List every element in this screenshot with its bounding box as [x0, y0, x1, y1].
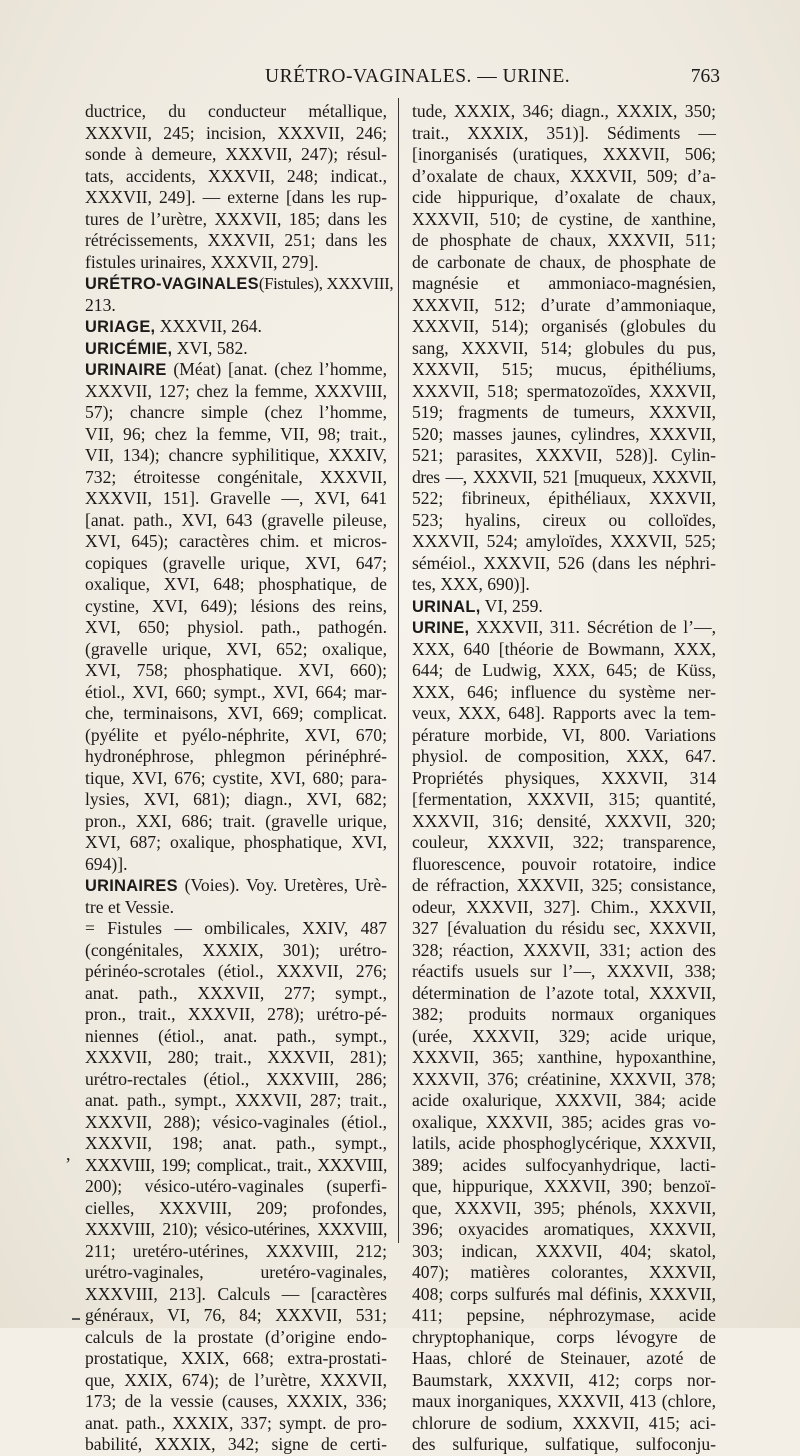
- entry-text: 396; oxyacides aromatiques, XXXVII,: [412, 1219, 716, 1239]
- index-line: [412, 1262, 716, 1284]
- index-line: [412, 424, 716, 446]
- entry-text: des sulfurique, sulfatique, sulfoconju-: [412, 1434, 716, 1454]
- entry-text: XVI, 687; oxalique, phosphatique, XVI,: [85, 832, 387, 852]
- entry-text: tre et Vessie.: [85, 896, 175, 917]
- entry-text: XXXVII, 316; densité, XXXVII, 320;: [412, 810, 716, 831]
- index-line: [85, 209, 387, 231]
- entry-text: XXX, 646; influence du système ner-: [412, 681, 716, 702]
- index-line: [412, 1133, 716, 1155]
- entry-text: VII, 134); chancre syphilitique, XXXIV,: [85, 445, 387, 465]
- index-line: [85, 961, 387, 983]
- index-line: [85, 531, 387, 553]
- entry-text: XXXVII, 245; incision, XXXVII, 246;: [85, 122, 387, 143]
- entry-text: (congénitales, XXXIX, 301); urétro-: [85, 939, 387, 960]
- entry-text: urétro-rectales (étiol., XXXVIII, 286;: [85, 1068, 387, 1089]
- index-line: [85, 510, 387, 532]
- index-line: [85, 897, 387, 919]
- index-line: [85, 746, 387, 768]
- index-line: [85, 983, 387, 1005]
- index-line: [85, 1112, 387, 1134]
- index-line: [85, 1413, 387, 1435]
- entry-text: 211; uretéro-utérines, XXXVIII, 212;: [85, 1240, 387, 1261]
- entry-text: cystine, XVI, 649); lésions des reins,: [85, 595, 387, 616]
- index-line: [412, 1219, 716, 1241]
- entry-text: 408; corps sulfurés mal définis, XXXVII,: [412, 1283, 716, 1304]
- index-line: [412, 252, 716, 274]
- index-line: [85, 639, 387, 661]
- index-line: [85, 295, 387, 317]
- entry-text: XVI, 645); caractères chim. et micros-: [85, 531, 387, 551]
- index-line: [412, 617, 716, 639]
- index-line: [412, 338, 716, 360]
- entry-text: 213.: [85, 294, 116, 315]
- index-line: [412, 639, 716, 661]
- index-line: [412, 166, 716, 188]
- index-line: [412, 1176, 716, 1198]
- entry-text: oxalique, XVI, 648; phosphatique, de: [85, 574, 387, 594]
- entry-text: XXXVII, 151]. Gravelle —, XVI, 641: [85, 488, 387, 508]
- entry-text: (pyélite et pyélo-néphrite, XVI, 670;: [85, 724, 387, 745]
- entry-text: XXXVII, 249]. — externe [dans les rup-: [85, 187, 387, 207]
- entry-text: détermination de l’azote total, XXXVII,: [412, 982, 716, 1003]
- entry-text: [inorganisés (uratiques, XXXVII, 506;: [412, 144, 716, 164]
- entry-text: séméiol., XXXVII, 526 (dans les néphri-: [412, 552, 716, 573]
- index-line: [85, 424, 387, 446]
- entry-text: 173; de la vessie (causes, XXXIX, 336;: [85, 1391, 387, 1411]
- index-line: [85, 402, 387, 424]
- entry-headword: URINAIRE: [85, 361, 167, 379]
- index-line: [412, 381, 716, 403]
- right-column: [412, 101, 716, 1456]
- index-line: [412, 1004, 716, 1026]
- entry-text: Propriétés physiques, XXXVII, 314: [412, 767, 716, 788]
- entry-text: chlorure de sodium, XXXVII, 415; aci-: [412, 1412, 716, 1433]
- entry-text: sang, XXXVII, 514; globules du pus,: [412, 337, 716, 358]
- index-line: [412, 1284, 716, 1306]
- index-line: [412, 1198, 716, 1220]
- entry-text: XXXVII, 280; trait., XXXVII, 281);: [85, 1047, 387, 1067]
- entry-text: urétro-vaginales, uretéro-vaginales,: [85, 1262, 387, 1282]
- entry-text: (gravelle urique, XVI, 652; oxalique,: [85, 638, 387, 659]
- index-line: [412, 746, 716, 768]
- entry-text: pron., trait., XXXVII, 278); urétro-pé-: [85, 1004, 387, 1024]
- entry-text: XXXVII, 518; spermatozoïdes, XXXVII,: [412, 380, 716, 401]
- page-number: 763: [690, 66, 720, 87]
- entry-text: couleur, XXXVII, 322; transparence,: [412, 832, 716, 852]
- entry-text: XXXVII, 376; créatinine, XXXVII, 378;: [412, 1068, 716, 1089]
- index-line: [412, 725, 716, 747]
- entry-text: que, XXIX, 674); de l’urètre, XXXVII,: [85, 1369, 387, 1390]
- entry-text: magnésie et ammoniaco-magnésien,: [412, 273, 716, 293]
- index-line: [412, 402, 716, 424]
- index-line: [412, 1112, 716, 1134]
- left-column: [85, 101, 394, 1456]
- index-line: [412, 488, 716, 510]
- entry-text: étiol., XVI, 660; sympt., XVI, 664; mar-: [85, 681, 387, 702]
- entry-text: oxalique, XXXVII, 385; acides gras vo-: [412, 1111, 716, 1132]
- index-line: [85, 1434, 387, 1456]
- index-line: [412, 467, 716, 489]
- index-line: [412, 596, 716, 618]
- entry-text: veux, XXX, 648]. Rapports avec la tem-: [412, 703, 716, 723]
- index-line: [412, 1155, 716, 1177]
- entry-text: XXX, 640 [théorie de Bowmann, XXX,: [412, 638, 716, 659]
- entry-text: 694)].: [85, 853, 128, 874]
- index-line: [85, 725, 387, 747]
- entry-text: de réfraction, XXXVII, 325; consistance,: [412, 875, 716, 895]
- entry-text: ductrice, du conducteur métallique,: [85, 101, 387, 121]
- index-line: [85, 101, 387, 123]
- index-line: [412, 854, 716, 876]
- index-line: [85, 1004, 387, 1026]
- index-line: [85, 617, 387, 639]
- index-line: [85, 811, 387, 833]
- entry-text: que, hippurique, XXXVII, 390; benzoï-: [412, 1176, 716, 1196]
- margin-mark: ,: [66, 1144, 71, 1164]
- page-header: [80, 62, 730, 96]
- index-line: [85, 596, 387, 618]
- entry-text: [anat. path., XVI, 643 (gravelle pileuse,: [85, 509, 387, 530]
- index-line: [85, 553, 387, 575]
- entry-text: tures de l’urètre, XXXVII, 185; dans les: [85, 208, 387, 229]
- index-line: [412, 961, 716, 983]
- index-line: [412, 445, 716, 467]
- index-line: [412, 1434, 716, 1456]
- index-line: [85, 252, 387, 274]
- entry-text: XXXVII, 198; anat. path., sympt.,: [85, 1133, 387, 1153]
- index-line: [412, 918, 716, 940]
- index-line: [85, 574, 387, 596]
- index-line: [85, 875, 387, 897]
- index-line: [412, 1327, 716, 1349]
- index-line: [85, 1370, 387, 1392]
- entry-text: calculs de la prostate (d’origine endo-: [85, 1326, 387, 1347]
- entry-text: 327 [évaluation du résidu sec, XXXVII,: [412, 918, 716, 938]
- entry-text: XXXVII, 311. Sécrétion de l’—,: [469, 617, 716, 637]
- entry-text: [fermentation, XXXVII, 315; quantité,: [412, 789, 716, 809]
- entry-text: = Fistules — ombilicales, XXIV, 487: [85, 918, 387, 938]
- index-line: [412, 1241, 716, 1263]
- index-line: [412, 1305, 716, 1327]
- index-line: [85, 445, 387, 467]
- column-divider: [398, 98, 399, 1243]
- index-line: [412, 811, 716, 833]
- index-line: [85, 1133, 387, 1155]
- entry-text: 411; pepsine, néphrozymase, acide: [412, 1305, 716, 1325]
- entry-text: anat. path., sympt., XXXVII, 287; trait.,: [85, 1090, 387, 1110]
- index-line: [85, 832, 387, 854]
- entry-text: 303; indican, XXXVII, 404; skatol,: [412, 1240, 716, 1261]
- entry-headword: URINE,: [412, 619, 470, 637]
- index-line: [85, 1348, 387, 1370]
- entry-text: 407); matières colorantes, XXXVII,: [412, 1262, 716, 1282]
- index-line: [85, 1047, 387, 1069]
- index-line: [412, 789, 716, 811]
- entry-text: 389; acides sulfocyanhydrique, lacti-: [412, 1154, 716, 1175]
- entry-headword: URINAIRES: [85, 877, 178, 895]
- entry-text: XXXVIII, 213]. Calculs — [caractères: [85, 1283, 387, 1304]
- entry-text: tude, XXXIX, 346; diagn., XXXIX, 350;: [412, 101, 716, 121]
- entry-text: (Voies). Voy. Uretères, Urè-: [177, 875, 387, 895]
- index-line: [412, 897, 716, 919]
- entry-text: Baumstark, XXXVII, 412; corps nor-: [412, 1369, 716, 1390]
- entry-text: sonde à demeure, XXXVII, 247); résul-: [85, 144, 387, 164]
- index-line: [412, 1391, 716, 1413]
- footer-mark: [72, 1318, 80, 1320]
- entry-text: généraux, VI, 76, 84; XXXVII, 531;: [85, 1305, 387, 1325]
- entry-text: 382; produits normaux organiques: [412, 1004, 716, 1024]
- entry-text: che, terminaisons, XVI, 669; complicat.: [85, 703, 387, 723]
- entry-text: XXXVII, 264.: [155, 316, 262, 336]
- index-line: [85, 488, 387, 510]
- entry-text: de carbonate de chaux, de phosphate de: [412, 251, 716, 272]
- index-line: [85, 1069, 387, 1091]
- entry-text: acide oxalurique, XXXVII, 384; acide: [412, 1090, 716, 1110]
- entry-text: pérature morbide, VI, 800. Variations: [412, 724, 716, 745]
- index-line: [412, 531, 716, 553]
- entry-text: cielles, XXXVIII, 209; profondes,: [85, 1197, 387, 1218]
- entry-headword: URÉTRO-VAGINALES: [85, 275, 259, 293]
- entry-text: VII, 96; chez la femme, VII, 98; trait.,: [85, 423, 387, 444]
- index-line: [85, 789, 387, 811]
- entry-text: 519; fragments de tumeurs, XXXVII,: [412, 402, 716, 422]
- entry-text: XVI, 582.: [172, 337, 248, 358]
- index-line: [412, 1047, 716, 1069]
- index-line: [85, 166, 387, 188]
- entry-text: XXXVII, 288); vésico-vaginales (étiol.,: [85, 1111, 387, 1132]
- entry-text: dres —, XXXVII, 521 [muqueux, XXXVII,: [412, 466, 716, 487]
- index-line: [412, 1370, 716, 1392]
- entry-text: rétrécissements, XXXVII, 251; dans les: [85, 230, 387, 250]
- index-line: [85, 918, 387, 940]
- entry-text: (Fistules), XXXVIII,: [258, 274, 394, 293]
- entry-text: prostatique, XXIX, 668; extra-prostati-: [85, 1348, 387, 1368]
- entry-text: tats, accidents, XXXVII, 248; indicat.,: [85, 165, 387, 186]
- entry-text: XXXVII, 510; de cystine, de xanthine,: [412, 208, 716, 229]
- entry-text: XXXVII, 512; d’urate d’ammoniaque,: [412, 294, 716, 315]
- index-line: [412, 230, 716, 252]
- index-line: [85, 187, 387, 209]
- index-line: [85, 1219, 387, 1241]
- index-line: [85, 660, 387, 682]
- index-line: [412, 574, 716, 596]
- index-line: [412, 295, 716, 317]
- index-line: [412, 940, 716, 962]
- entry-text: XXXVII, 524; amyloïdes, XXXVII, 525;: [412, 531, 716, 551]
- index-line: [85, 1026, 387, 1048]
- entry-text: d’oxalate de chaux, XXXVII, 509; d’a-: [412, 165, 716, 186]
- index-line: [85, 381, 387, 403]
- index-line: [412, 1413, 716, 1435]
- index-line: [85, 467, 387, 489]
- entry-text: 732; étroitesse congénitale, XXXVII,: [85, 466, 387, 487]
- entry-text: XXXVII, 127; chez la femme, XXXVIII,: [85, 380, 387, 401]
- entry-text: 644; de Ludwig, XXX, 645; de Küss,: [412, 660, 716, 680]
- entry-text: lysies, XVI, 681); diagn., XVI, 682;: [85, 789, 387, 809]
- entry-text: latils, acide phosphoglycérique, XXXVII,: [412, 1133, 716, 1153]
- entry-text: de phosphate de chaux, XXXVII, 511;: [412, 230, 716, 250]
- entry-text: copiques (gravelle urique, XVI, 647;: [85, 552, 387, 573]
- entry-text: que, XXXVII, 395; phénols, XXXVII,: [412, 1197, 716, 1218]
- index-line: [85, 316, 387, 338]
- entry-text: fistules urinaires, XXXVII, 279].: [85, 251, 319, 272]
- index-line: [412, 316, 716, 338]
- entry-text: 200); vésico-utéro-vaginales (superfi-: [85, 1176, 387, 1196]
- entry-text: trait., XXXIX, 351)]. Sédiments —: [412, 122, 716, 143]
- entry-text: anat. path., XXXVII, 277; sympt.,: [85, 982, 387, 1003]
- entry-text: 328; réaction, XXXVII, 331; action des: [412, 939, 716, 960]
- entry-text: niennes (étiol., anat. path., sympt.,: [85, 1025, 387, 1046]
- index-line: [85, 1284, 387, 1306]
- index-line: [412, 660, 716, 682]
- entry-text: XVI, 650; physiol. path., pathogén.: [85, 617, 387, 637]
- index-line: [412, 209, 716, 231]
- entry-text: cide hippurique, d’oxalate de chaux,: [412, 187, 716, 207]
- index-line: [412, 983, 716, 1005]
- entry-text: XXXVIII, 199; complicat., trait., XXXVIII,: [85, 1154, 387, 1175]
- entry-text: réactifs usuels sur l’—, XXXVII, 338;: [412, 961, 716, 981]
- index-line: [412, 1090, 716, 1112]
- entry-headword: URICÉMIE,: [85, 339, 173, 358]
- index-line: [85, 1198, 387, 1220]
- entry-text: XXXVIII, 210); vésico-utérines, XXXVIII,: [85, 1219, 387, 1239]
- index-line: [85, 1391, 387, 1413]
- entry-text: 521; parasites, XXXVII, 528)]. Cylin-: [412, 445, 716, 465]
- entry-text: pron., XXI, 686; trait. (gravelle urique,: [85, 810, 387, 831]
- index-line: [85, 1262, 387, 1284]
- index-line: [85, 1241, 387, 1263]
- index-line: [412, 682, 716, 704]
- entry-text: 520; masses jaunes, cylindres, XXXVII,: [412, 423, 716, 444]
- entry-text: chryptophanique, corps lévogyre de: [412, 1326, 716, 1347]
- index-line: [85, 1176, 387, 1198]
- index-line: [412, 1026, 716, 1048]
- entry-text: XVI, 758; phosphatique. XVI, 660);: [85, 660, 387, 680]
- index-line: [412, 144, 716, 166]
- entry-text: odeur, XXXVII, 327]. Chim., XXXVII,: [412, 896, 716, 917]
- entry-text: 57); chancre simple (chez l’homme,: [85, 402, 387, 422]
- entry-text: XXXVII, 365; xanthine, hypoxanthine,: [412, 1047, 716, 1067]
- entry-text: physiol. de composition, XXX, 647.: [412, 746, 716, 766]
- index-line: [85, 768, 387, 790]
- index-line: [412, 187, 716, 209]
- entry-text: 523; hyalins, cireux ou colloïdes,: [412, 509, 716, 530]
- entry-text: (Méat) [anat. (chez l’homme,: [166, 359, 387, 379]
- entry-text: anat. path., XXXIX, 337; sympt. de pro-: [85, 1412, 387, 1433]
- index-line: [412, 273, 716, 295]
- entry-text: 522; fibrineux, épithéliaux, XXXVII,: [412, 488, 716, 508]
- entry-text: babilité, XXXIX, 342; signe de certi-: [85, 1434, 387, 1454]
- index-line: [412, 1069, 716, 1091]
- index-line: [85, 230, 387, 252]
- entry-text: Haas, chloré de Steinauer, azoté de: [412, 1348, 716, 1368]
- running-head: URÉTRO-VAGINALES. — URINE.: [265, 66, 571, 87]
- index-line: [85, 123, 387, 145]
- index-line: [85, 854, 387, 876]
- index-line: [412, 553, 716, 575]
- index-line: [85, 682, 387, 704]
- entry-text: périnéo-scrotales (étiol., XXXVII, 276;: [85, 961, 387, 981]
- entry-text: fluorescence, pouvoir rotatoire, indice: [412, 853, 716, 874]
- index-line: [85, 703, 387, 725]
- index-line: [85, 273, 394, 295]
- entry-text: (urée, XXXVII, 329; acide urique,: [412, 1025, 716, 1046]
- index-line: [85, 1090, 387, 1112]
- index-line: [85, 1305, 387, 1327]
- index-line: [85, 144, 387, 166]
- index-line: [85, 338, 387, 360]
- index-line: [412, 832, 716, 854]
- index-line: [85, 359, 387, 381]
- index-line: [412, 768, 716, 790]
- index-line: [85, 1327, 387, 1349]
- entry-headword: URINAL,: [412, 597, 481, 616]
- index-line: [412, 703, 716, 725]
- entry-headword: URIAGE,: [85, 318, 156, 336]
- index-line: [412, 123, 716, 145]
- entry-text: VI, 259.: [480, 595, 543, 616]
- entry-text: XXXVII, 515; mucus, épithéliums,: [412, 359, 716, 379]
- entry-text: XXXVII, 514); organisés (globules du: [412, 316, 716, 336]
- entry-text: tes, XXX, 690)].: [412, 574, 530, 594]
- index-line: [412, 359, 716, 381]
- index-line: [412, 101, 716, 123]
- entry-text: hydronéphrose, phlegmon périnéphré-: [85, 746, 387, 766]
- index-line: [85, 940, 387, 962]
- index-line: [412, 1348, 716, 1370]
- index-line: [412, 510, 716, 532]
- entry-text: maux inorganiques, XXXVII, 413 (chlore,: [412, 1391, 716, 1411]
- index-line: [85, 1155, 387, 1177]
- index-line: [412, 875, 716, 897]
- entry-text: tique, XVI, 676; cystite, XVI, 680; para-: [85, 767, 387, 788]
